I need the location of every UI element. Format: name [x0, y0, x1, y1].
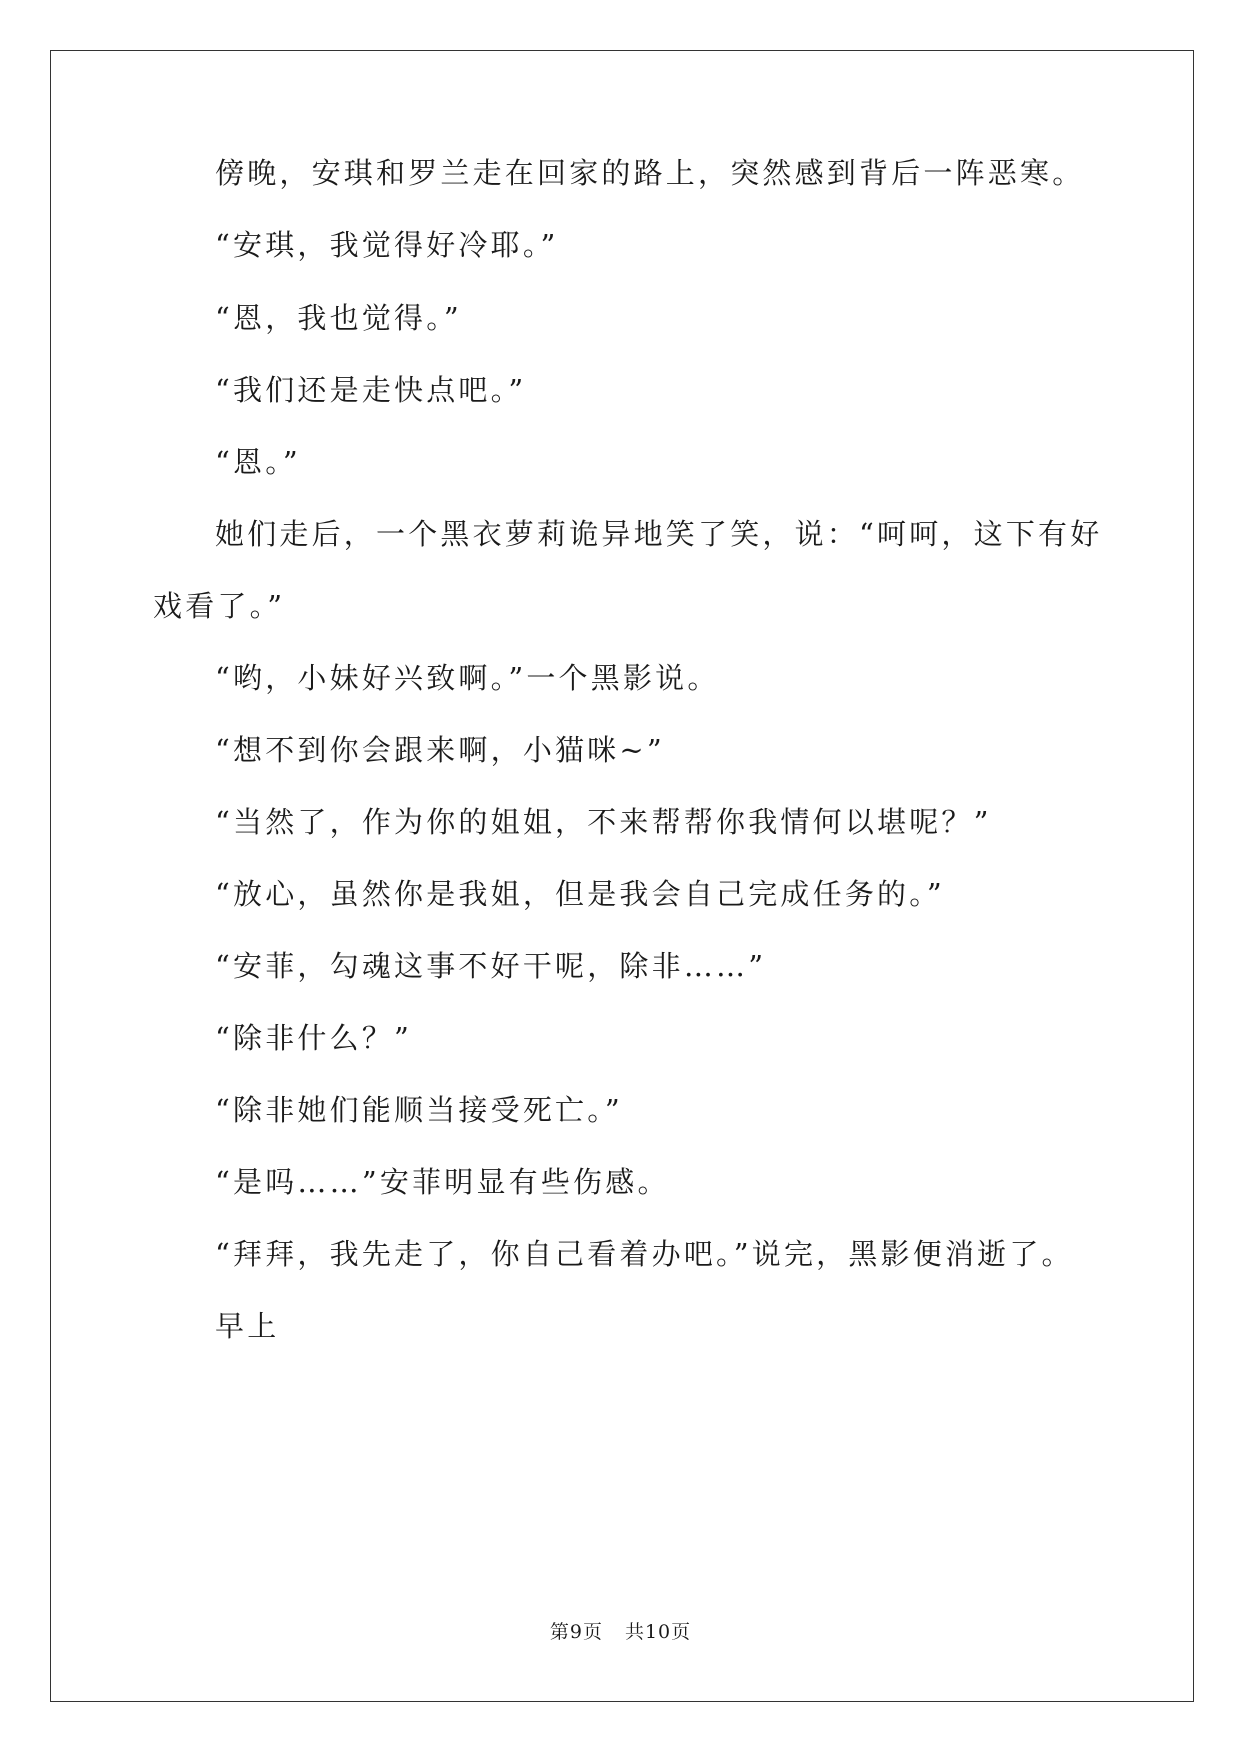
paragraph: “我们还是走快点吧。”: [215, 373, 527, 407]
paragraph: “想不到你会跟来啊，小猫咪~”: [215, 733, 665, 767]
paragraph: “除非她们能顺当接受死亡。”: [215, 1093, 623, 1127]
total-pages: 共10页: [624, 1621, 692, 1643]
page-footer: [0, 1620, 1241, 1644]
paragraph-continuation: 戏看了。”: [153, 589, 286, 623]
paragraph: “拜拜，我先走了，你自己看着办吧。”说完，黑影便消逝了。: [215, 1237, 1074, 1271]
paragraph: “是吗……”安菲明显有些伤感。: [215, 1165, 670, 1199]
paragraph: “当然了，作为你的姐姐，不来帮帮你我情何以堪呢？”: [215, 805, 992, 839]
page-border: [50, 50, 1194, 1702]
paragraph: 早上: [215, 1309, 280, 1343]
paragraph: “哟，小妹好兴致啊。”一个黑影说。: [215, 661, 720, 695]
paragraph: “恩。”: [215, 445, 301, 479]
page-number: 第9页: [549, 1621, 603, 1643]
paragraph: 她们走后，一个黑衣萝莉诡异地笑了笑，说：“呵呵，这下有好: [215, 517, 1103, 551]
paragraph: “恩，我也觉得。”: [215, 301, 462, 335]
paragraph: “除非什么？”: [215, 1021, 413, 1055]
paragraph: “安琪，我觉得好冷耶。”: [215, 228, 559, 262]
paragraph: “放心，虽然你是我姐，但是我会自己完成任务的。”: [215, 877, 945, 911]
paragraph: “安菲，勾魂这事不好干呢，除非……”: [215, 949, 767, 983]
paragraph: 傍晚，安琪和罗兰走在回家的路上，突然感到背后一阵恶寒。: [215, 156, 1085, 190]
